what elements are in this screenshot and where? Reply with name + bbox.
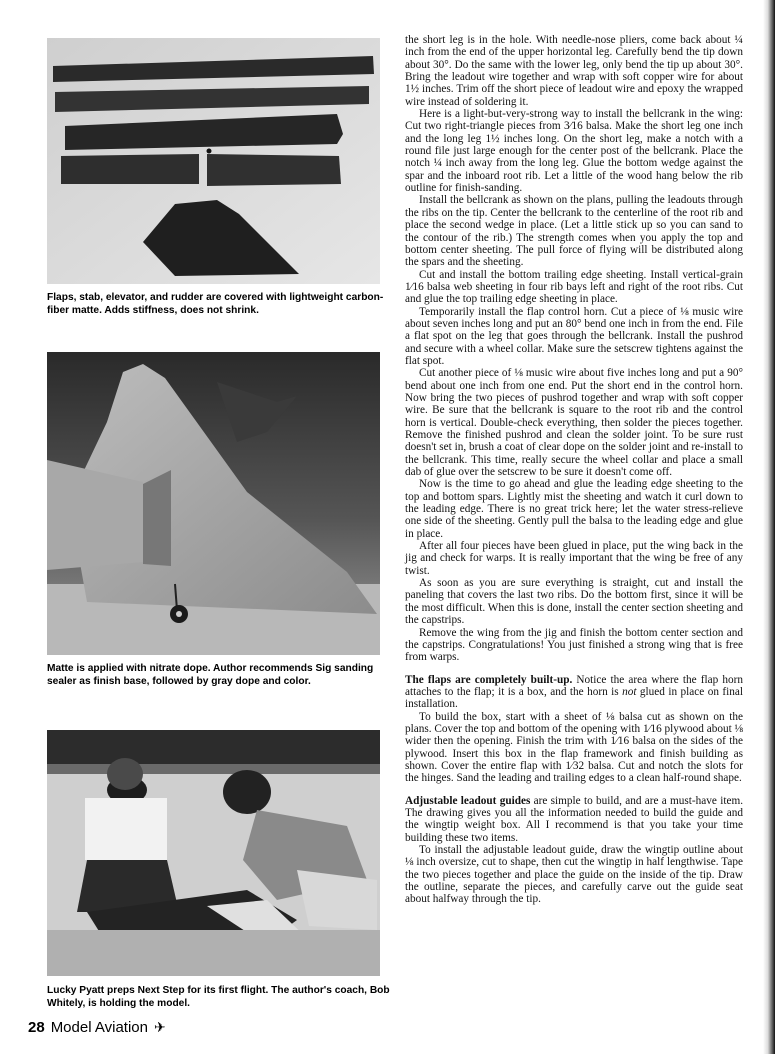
paragraph: Install the bellcrank as shown on the plans, pulling the leadouts through the ribs on the tip. Center the bellcrank to the centerline of the root rib and place the second wedge in place. (Let a little stick up so you can sand to the contour of the rib.) The strength comes when you apply the top and bottom center sheeting. The pull force of flying will be distributed along the spars and the sheeting. <box>405 194 743 269</box>
paragraph: Cut and install the bottom trailing edge sheeting. Install vertical-grain 1⁄16 balsa web sheeting in four rib bays left and right of the root ribs. Cut and glue the top trailing edge sheeting in place. <box>405 268 743 306</box>
photo-first-flight-prep-image <box>47 730 380 976</box>
paragraph: After all four pieces have been glued in place, put the wing back in the jig and check for warps. It is really important that the wing be free of any twist. <box>405 540 743 577</box>
paragraph: Here is a light-but-very-strong way to install the bellcrank in the wing: Cut two right-triangle pieces from 3⁄16 balsa. Make the short leg one inch and the long leg 1½ inches long. On the short leg, make a notch with a round file just large enough for the center post of the bellcrank. Place the notch ¼ inch away from the long leg. Glue the bottom wedge against the spar and the inboard root rib. Let a little of the wood hang below the rib outline for finish-sanding. <box>405 108 743 195</box>
paragraph: To build the box, start with a sheet of ⅛ balsa cut as shown on the plans. Cover the top and bottom of the opening with 1⁄16 plywood about ⅛ wider then the opening. Finish the trim with 1⁄16 balsa on the sides of the plywood. Insert this box in the flap framework and finish building as shown. Cover the entire flap with 1⁄32 balsa. Cut and notch the slots for the hinges. Sand the leading and trailing edges to a clean half-round shape. <box>405 710 743 785</box>
publication-name: Model Aviation <box>50 1019 148 1036</box>
caption-photo-1: Flaps, stab, elevator, and rudder are covered with lightweight carbon-fiber matte. Adds stiffness, does not shrink. <box>47 292 384 316</box>
section-flaps <box>405 674 743 711</box>
article-column <box>405 34 743 906</box>
paragraph: Now is the time to go ahead and glue the leading edge sheeting to the top and bottom spars. Lightly mist the sheeting and watch it curl down to the leading edge. There is no great trick here; let the water stress-relieve one side of the sheeting. Gently pull the balsa to the leading edge and glue in place. <box>405 478 743 540</box>
photo-rudder-matte <box>47 352 380 655</box>
paragraph: To install the adjustable leadout guide, draw the wingtip outline about ⅛ inch oversize, cut to shape, then cut the wingtip in half lengthwise. Tape the two pieces together and place the guide on the inside of the tip. Draw the outline, separate the pieces, and carefully carve out the guide seat about halfway through the tip. <box>405 844 743 906</box>
paragraph: Remove the wing from the jig and finish the bottom center section and the capstrips. Congratulations! You just finished a strong wing that is free from warps. <box>405 626 743 664</box>
section-heading-flaps: The flaps are completely built-up. <box>405 673 573 686</box>
section-text: glued in place on final installation. <box>405 685 743 711</box>
section-text: Notice the area where the flap horn attaches to the flap; it is a box, and the horn is <box>405 673 744 698</box>
section-leadout-guides <box>405 795 743 844</box>
caption-photo-2: Matte is applied with nitrate dope. Author recommends Sig sanding sealer as finish base, followed by gray dope and color. <box>47 663 374 687</box>
paragraph: As soon as you are sure everything is straight, cut and install the paneling that covers the last two ribs. Do the bottom first, since it will be the most difficult. When this is done, install the center section sheeting and the capstrips. <box>405 577 743 627</box>
section-text: are simple to build, and are a must-have item. The drawing gives you all the information needed to build the guide and the wingtip weight box. All I recommend is that you take your time building these two items. <box>405 794 744 844</box>
photo-covered-parts-image <box>47 38 380 284</box>
airplane-icon: ✈ <box>153 1019 166 1035</box>
photo-rudder-matte-image <box>47 352 380 655</box>
emphasis-not: not <box>622 685 637 698</box>
page-number: 28 <box>28 1019 45 1036</box>
paragraph: Temporarily install the flap control horn. Cut a piece of ⅛ music wire about seven inches long and put an 80° bend one inch in from the end. File a flat spot on the leg that goes through the bellcrank. Install the pushrod and secure with a wheel collar. Make sure the setscrew tightens against the flat spot. <box>405 305 743 367</box>
scan-edge <box>763 0 775 1054</box>
caption-photo-3: Lucky Pyatt preps Next Step for its first flight. The author's coach, Bob Whitely, is holding the model. <box>47 985 390 1009</box>
photo-first-flight-prep <box>47 730 380 976</box>
page-footer <box>28 1019 166 1036</box>
paragraph: Cut another piece of ⅛ music wire about five inches long and put a 90° bend about one inch from one end. Put the short end in the control horn. Now bring the two pieces of pushrod together and wrap with soft copper wire. Be sure that the bellcrank is square to the root rib and the control horn is vertical. Double-check everything, then solder the pieces together. Remove the finished pushrod and clean the solder joint. To be sure rust doesn't set in, brush a coat of clear dope on the solder joint and re-install to the bellcrank. This time, really secure the wheel collar and place a small dab of glue over the setscrew to be sure it doesn't come off. <box>405 367 743 479</box>
paragraph: the short leg is in the hole. With needle-nose pliers, come back about ¼ inch from the end of the upper horizontal leg. Carefully bend the tip down about 30°. Do the same with the lower leg, only bend the tip up about 30°. Bring the leadout wire together and wrap with soft copper wire for about 1½ inches. Trim off the short piece of leadout wire and epoxy the wrapped wire instead of soldering it. <box>405 34 743 108</box>
photo-covered-parts <box>47 38 380 284</box>
section-heading-leadout: Adjustable leadout guides <box>405 794 531 807</box>
